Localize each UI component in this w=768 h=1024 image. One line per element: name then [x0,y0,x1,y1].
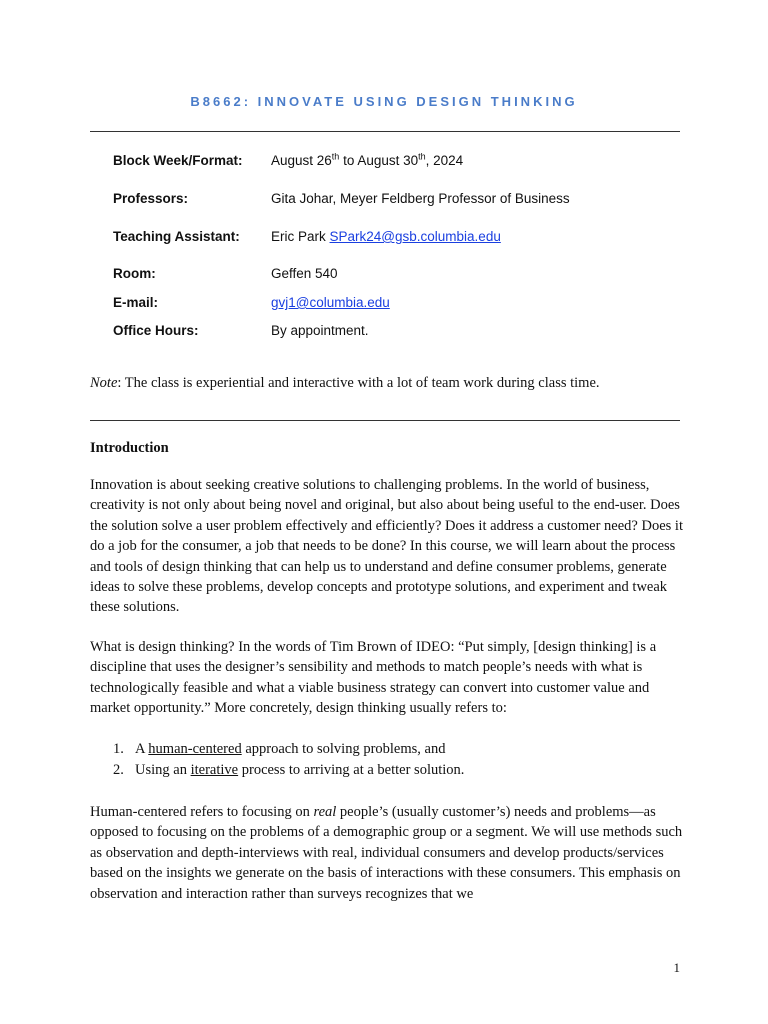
professors-row [113,191,673,211]
list-text: Using an [135,762,191,778]
room-label: Room: [113,266,156,281]
room-row [113,266,673,286]
email-link[interactable]: gvj1@columbia.edu [271,295,390,310]
email-row [113,295,673,315]
list-text: process to arriving at a better solution. [238,762,465,778]
block-date-start: August 26 [271,153,332,168]
ta-email-link[interactable]: SPark24@gsb.columbia.edu [329,229,501,244]
intro-paragraph-2: What is design thinking? In the words of Tim Brown of IDEO: “Put simply, [design thinking] is a discipline that uses the designer’s sensibility and methods to match people’s needs with what is technologically feasible and what a viable business strategy can convert into customer value and market opportunity.” More concretely, design thinking usually refers to: [90,639,657,717]
list-text: A [135,741,149,757]
intro-paragraph-3 [90,802,684,904]
class-note [90,375,690,392]
intro-paragraph-1: Innovation is about seeking creative solutions to challenging problems. In the world of business, creativity is not only about being novel and original, but also about being useful to the end-user. Does the solution solve a user problem effectively and efficiently? Does it address a customer need? Does it do a job for the consumer, a job that needs to be done? In this course, we will learn about the process and tools of design thinking that can help us to understand and define consumer problems, generate ideas to solve these problems, develop concepts and prototype solutions, and experiment and tweak these solutions. [90,477,683,616]
list-number: 2. [113,762,124,778]
note-text: : The class is experiential and interactive with a lot of team work during class time. [117,375,600,391]
block-date-end: to August 30 [339,153,419,168]
list-number: 1. [113,741,124,757]
introduction-heading: Introduction [90,440,169,456]
list-text: approach to solving problems, and [241,741,446,757]
top-divider [90,131,680,132]
office-hours-label: Office Hours: [113,323,199,338]
ta-label: Teaching Assistant: [113,229,240,244]
block-date-start-suffix: th [331,151,340,162]
section-divider [90,420,680,421]
paragraph-text: people’s (usually customer’s) needs and problems—as opposed to focusing on the problems of a demographic group or a segment. We will use methods such as observation and depth-interviews with real, individual consumers and develop products/services based on the insights we generate on the basis of interactions with these consumers. This emphasis on observation and interaction rather than surveys recognizes that we [90,804,683,902]
office-hours-value: By appointment. [271,323,369,338]
ta-name: Eric Park [271,229,326,244]
course-title: B8662: INNOVATE USING DESIGN THINKING [190,94,578,109]
block-week-row [113,153,673,173]
email-label: E-mail: [113,295,159,310]
list-item [90,739,684,760]
paragraph-text: Human-centered refers to focusing on [90,804,314,820]
ta-row [113,229,673,249]
room-value: Geffen 540 [271,266,338,281]
page-number: 1 [673,960,680,975]
note-label: Note [90,375,118,391]
block-week-value [271,153,463,168]
emphasized-text: real [313,804,337,820]
block-date-end-suffix: th [418,151,426,162]
professors-value: Gita Johar, Meyer Feldberg Professor of Business [271,191,570,206]
professors-label: Professors: [113,191,189,206]
block-week-label: Block Week/Format: [113,153,243,168]
design-thinking-list [90,739,684,781]
list-underlined-term: human-centered [148,741,242,757]
list-underlined-term: iterative [190,762,239,778]
office-hours-row [113,323,673,343]
list-item [90,760,684,781]
ta-value [271,229,501,244]
block-date-year: , 2024 [425,153,464,168]
